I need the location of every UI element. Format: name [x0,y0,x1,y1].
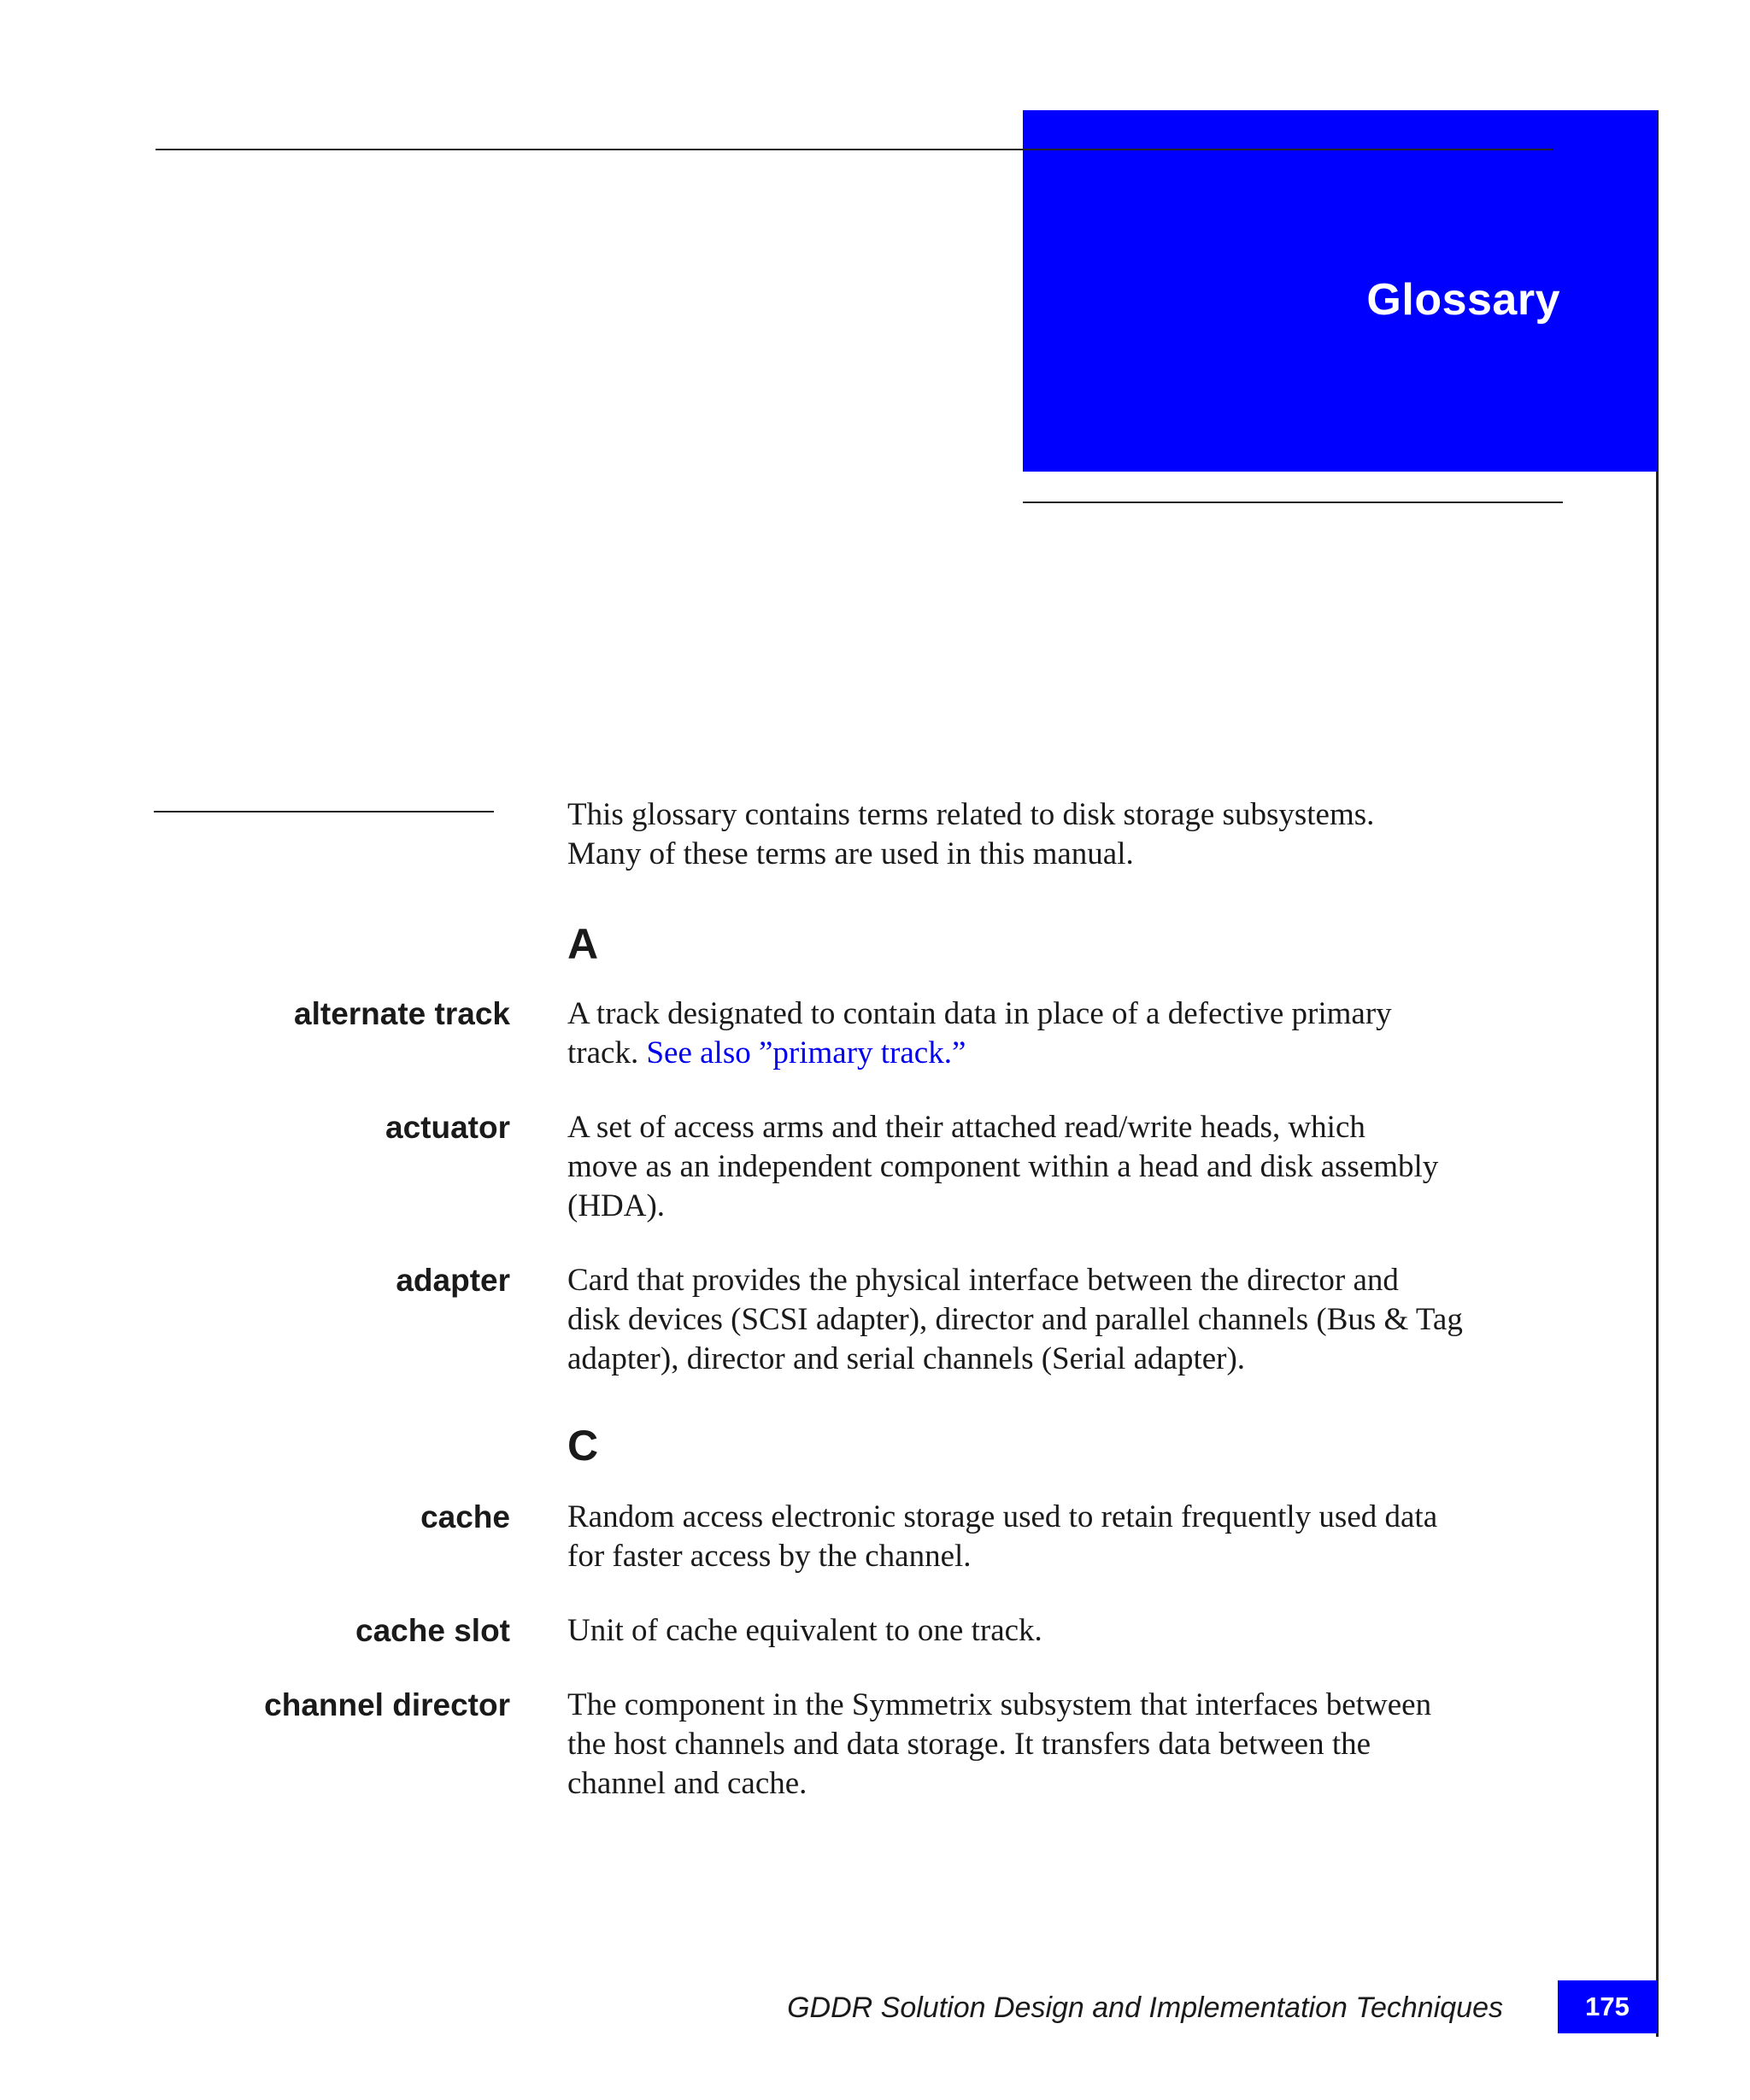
page-number-badge: 175 [1558,1980,1657,2033]
intro-rule [154,811,494,812]
header-rule-overlay [1023,149,1553,150]
definition-cache-slot [567,1611,1567,1651]
definition-actuator [567,1108,1567,1226]
chapter-title: Glossary [1366,275,1560,325]
section-letter-a: A [567,920,599,968]
definition-line: disk devices (SCSI adapter), director and parallel channels (Bus & Tag [567,1302,1463,1337]
intro-line-1: This glossary contains terms related to disk storage subsystems. [567,797,1375,832]
definition-line: A set of access arms and their attached read/write heads, which [567,1110,1365,1145]
intro-line-2: Many of these terms are used in this manual. [567,836,1134,871]
definition-line: the host channels and data storage. It transfers data between the [567,1727,1371,1762]
definition-line: track. [567,1035,647,1071]
term-channel-director: channel director [264,1687,510,1722]
definition-line: (HDA). [567,1188,666,1223]
term-cache: cache [420,1499,510,1534]
definition-line: Random access electronic storage used to retain frequently used data [567,1499,1438,1534]
definition-alternate-track [567,994,1567,1073]
term-alternate-track: alternate track [294,996,510,1031]
see-also-link[interactable]: See also ”primary track.” [646,1035,966,1071]
chapter-block-rule [1023,502,1563,503]
definition-adapter [567,1261,1567,1379]
definition-line: adapter), director and serial channels (Serial adapter). [567,1341,1246,1376]
definition-line: The component in the Symmetrix subsystem that interfaces between [567,1687,1432,1722]
definition-line: channel and cache. [567,1766,807,1801]
definition-cache [567,1498,1567,1576]
definition-line: Unit of cache equivalent to one track. [567,1613,1042,1648]
definition-line: Card that provides the physical interface between the director and [567,1263,1399,1298]
definition-line: for faster access by the channel. [567,1539,972,1574]
term-adapter: adapter [396,1263,510,1298]
term-cache-slot: cache slot [355,1613,510,1648]
term-actuator: actuator [385,1110,510,1145]
definition-line: A track designated to contain data in place of a defective primary [567,996,1392,1031]
intro-paragraph [567,795,1567,874]
definition-line: move as an independent component within a head and disk assembly [567,1149,1439,1184]
footer-book-title: GDDR Solution Design and Implementation Techniques [787,1991,1503,2024]
section-letter-c: C [567,1422,599,1469]
chapter-title-block [1023,110,1657,472]
definition-channel-director [567,1686,1567,1804]
